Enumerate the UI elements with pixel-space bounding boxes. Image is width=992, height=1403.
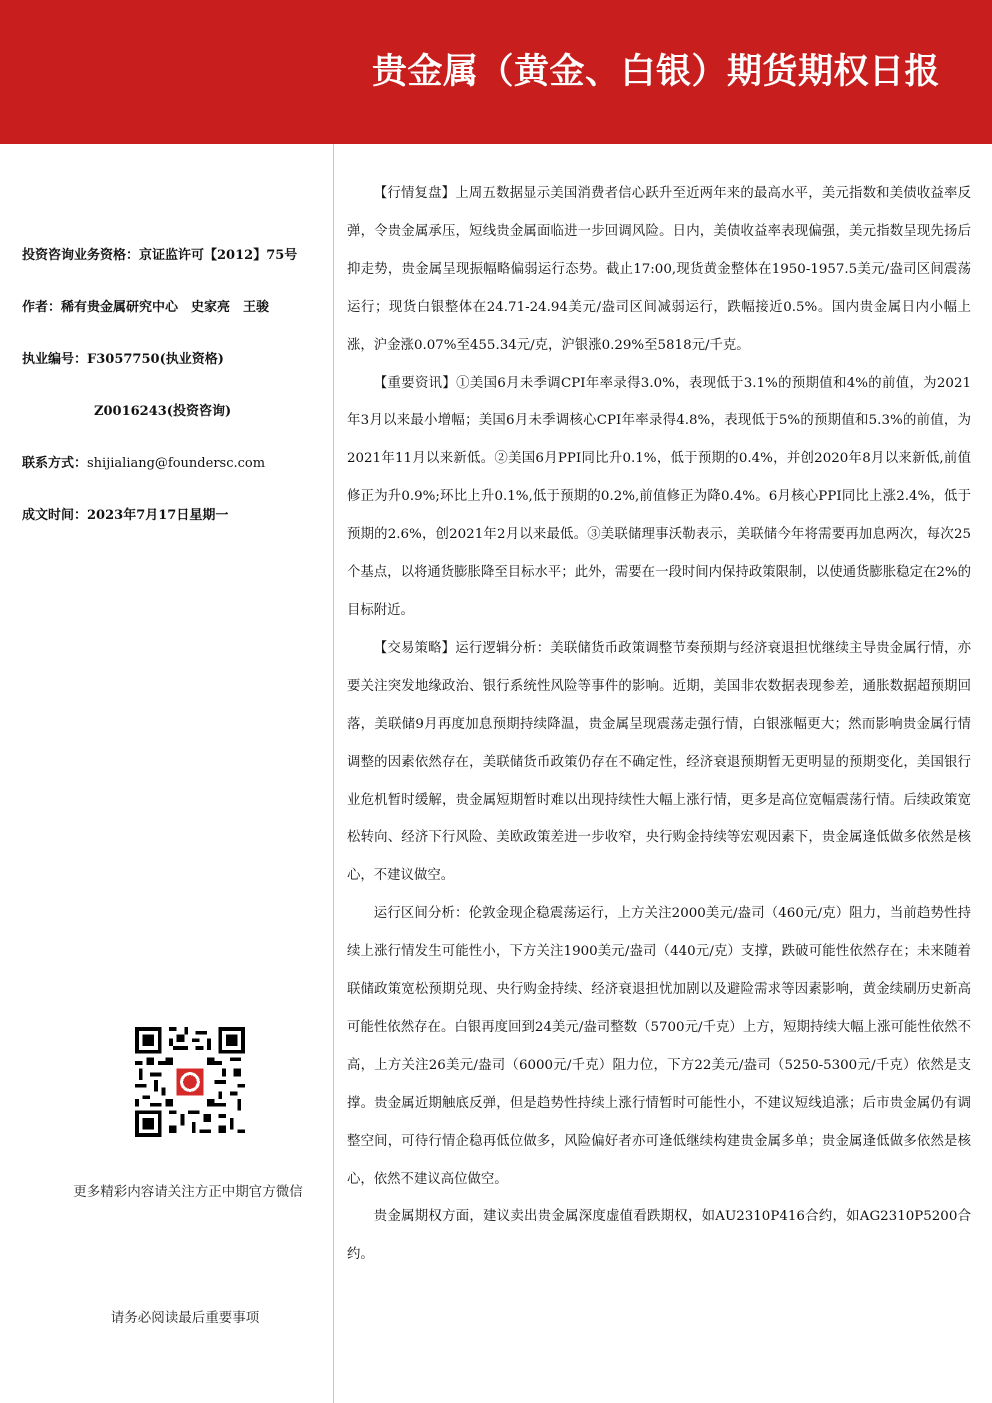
cert-value-2: Z0016243(投资咨询) — [94, 404, 232, 419]
options-paragraph: 贵金属期权方面，建议卖出贵金属深度虚值看跌期权，如AU2310P416合约，如AG2310P5200合约。 — [347, 1209, 971, 1263]
contact-email[interactable]: shijialiang@foundersc.com — [87, 456, 266, 471]
date-label: 成文时间： — [22, 508, 88, 523]
market-review-paragraph: 【行情复盘】上周五数据显示美国消费者信心跃升至近两年来的最高水平，美元指数和美债收益率反弹，令贵金属承压，短线贵金属面临进一步回调风险。日内，美债收益率表现偏强，美元指数呈现先扬后抑走势，贵金属呈现振幅略偏弱运行态势。截止17:00,现货黄金整体在1950-1957.5美元/盎司区间震荡运行；现货白银整体在24.71-24.94美元/盎司区间减弱运行，跌幅接近0.5%。国内贵金属日内小幅上涨，沪金涨0.07%至455.34元/克，沪银涨0.29%至5818元/千克。 — [347, 186, 971, 353]
sidebar — [0, 144, 330, 1403]
report-title: 贵金属（黄金、白银）期货期权日报 — [371, 52, 940, 92]
contact-label: 联系方式： — [22, 456, 88, 471]
header-banner — [0, 0, 992, 144]
license-value: 京证监许可【2012】75号 — [139, 248, 298, 263]
cert-label: 执业编号： — [22, 352, 88, 367]
author-value: 稀有贵金属研究中心 史家亮 王骏 — [61, 300, 270, 315]
contact-row — [22, 452, 265, 471]
disclaimer-note: 请务必阅读最后重要事项 — [110, 1310, 260, 1326]
column-divider — [333, 144, 334, 1403]
report-body — [347, 175, 971, 1274]
qr-code-icon[interactable] — [135, 1027, 245, 1137]
cert-value-1: F3057750(执业资格) — [87, 352, 224, 367]
qr-caption: 更多精彩内容请关注方正中期官方微信 — [73, 1184, 303, 1200]
trading-strategy-paragraph: 【交易策略】运行逻辑分析：美联储货币政策调整节奏预期与经济衰退担忧继续主导贵金属行情，亦要关注突发地缘政治、银行系统性风险等事件的影响。近期，美国非农数据表现参差，通胀数据超预期回落，美联储9月再度加息预期持续降温，贵金属呈现震荡走强行情，白银涨幅更大；然而影响贵金属行情调整的因素依然存在，美联储货币政策仍存在不确定性，经济衰退预期暂无更明显的预期变化，美国银行业危机暂时缓解，贵金属短期暂时难以出现持续性大幅上涨行情，更多是高位宽幅震荡行情。后续政策宽松转向、经济下行风险、美欧政策差进一步收窄，央行购金持续等宏观因素下，贵金属逢低做多依然是核心，不建议做空。 — [347, 640, 971, 884]
author-row — [22, 296, 269, 315]
date-row — [22, 504, 228, 523]
cert-row — [22, 348, 224, 367]
license-row — [22, 244, 297, 263]
license-label: 投资咨询业务资格： — [22, 248, 140, 263]
price-range-paragraph: 运行区间分析：伦敦金现企稳震荡运行，上方关注2000美元/盎司（460元/克）阻力，当前趋势性持续上涨行情发生可能性小，下方关注1900美元/盎司（440元/克）支撑，跌破可能性依然存在；未来随着联储政策宽松预期兑现、央行购金持续、经济衰退担忧加剧以及避险需求等因素影响，黄金续刷历史新高可能性依然存在。白银再度回到24美元/盎司整数（5700元/千克）上方，短期持续大幅上涨可能性依然不高，上方关注26美元/盎司（6000元/千克）阻力位，下方22美元/盎司（5250-5300元/千克）依然是支撑。贵金属近期触底反弹，但是趋势性持续上涨行情暂时可能性小，不建议短线追涨；后市贵金属仍有调整空间，可待行情企稳再低位做多，风险偏好者亦可逢低继续构建贵金属多单；贵金属逢低做多依然是核心，依然不建议高位做空。 — [347, 906, 971, 1187]
author-label: 作者： — [22, 300, 62, 315]
key-news-paragraph: 【重要资讯】①美国6月未季调CPI年率录得3.0%，表现低于3.1%的预期值和4%的前值，为2021年3月以来最小增幅；美国6月未季调核心CPI年率录得4.8%，表现低于5%的预期值和5.3%的前值，为2021年11月以来新低。②美国6月PPI同比升0.1%，低于预期的0.4%，并创2020年8月以来新低,前值修正为升0.9%;环比上升0.1%,低于预期的0.2%,前值修正为降0.4%。6月核心PPI同比上涨2.4%，低于预期的2.6%，创2021年2月以来最低。③美联储理事沃勒表示，美联储今年将需要再加息两次，每次25个基点，以将通货膨胀降至目标水平；此外，需要在一段时间内保持政策限制，以使通货膨胀稳定在2%的目标附近。 — [347, 375, 971, 618]
date-value: 2023年7月17日星期一 — [87, 508, 229, 523]
